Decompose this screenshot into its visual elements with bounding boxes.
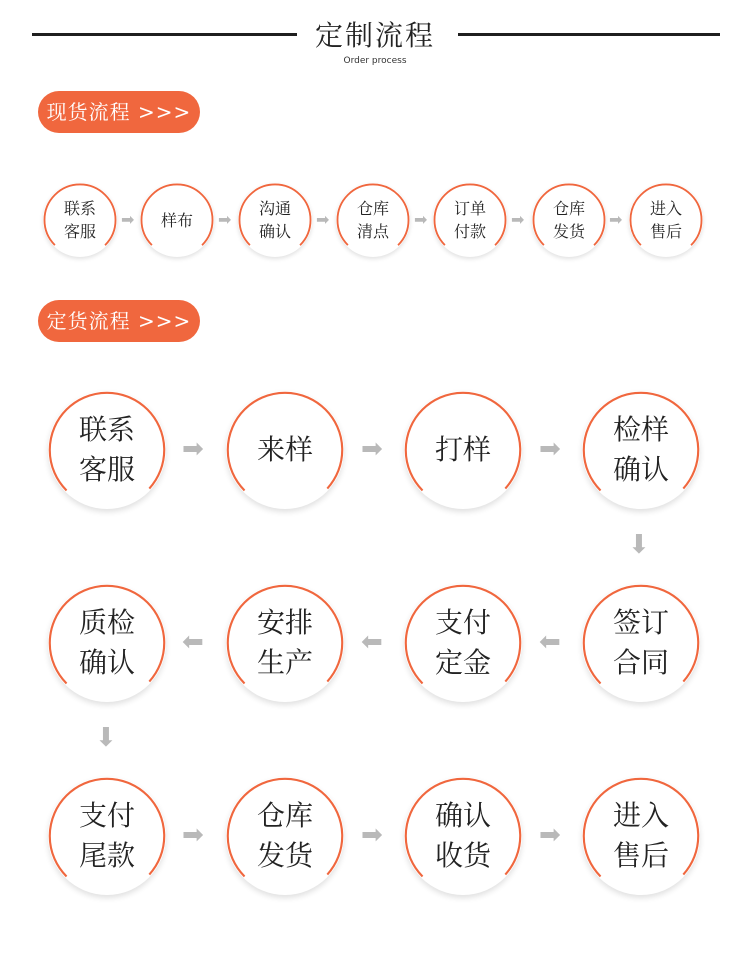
page-subtitle: Order process <box>343 56 407 66</box>
spot-step-label: 进入 售后 <box>649 199 682 241</box>
spot-step-label: 样布 <box>160 210 193 230</box>
spot-step-5 <box>433 183 507 257</box>
arrow-down-icon: ⬇ <box>95 723 117 753</box>
spot-step-label: 沟通 确认 <box>258 199 291 241</box>
order-step-label: 来样 <box>256 433 313 466</box>
order-flow-badge: 定货流程 >>> <box>38 300 200 342</box>
spot-step-label: 仓库 发货 <box>552 199 585 241</box>
order-step-contract <box>582 584 700 702</box>
order-step-qc <box>48 584 166 702</box>
arrow-left-icon: ⬅ <box>182 627 204 657</box>
spot-step-6 <box>532 183 606 257</box>
page-title: 定制流程 <box>314 19 435 52</box>
arrow-right-icon: ➡ <box>182 434 204 464</box>
order-step-sample-in <box>226 391 344 509</box>
arrow-right-icon: ➡ <box>361 434 383 464</box>
spot-step-4 <box>336 183 410 257</box>
order-step-after-sales <box>582 777 700 895</box>
order-step-proofing <box>404 391 522 509</box>
spot-step-label: 订单 付款 <box>453 199 486 241</box>
arrow-right-icon: ➡ <box>511 210 525 229</box>
order-step-label: 联系 客服 <box>78 413 135 486</box>
order-step-label: 签订 合同 <box>612 606 669 679</box>
arrow-left-icon: ⬅ <box>539 627 561 657</box>
arrow-right-icon: ➡ <box>121 210 135 229</box>
order-step-label: 打样 <box>434 433 491 466</box>
order-step-label: 确认 收货 <box>434 799 491 872</box>
arrow-right-icon: ➡ <box>539 820 561 850</box>
spot-step-label: 仓库 清点 <box>356 199 389 241</box>
order-step-label: 检样 确认 <box>612 413 669 486</box>
order-step-label: 支付 定金 <box>434 606 491 679</box>
order-step-label: 安排 生产 <box>256 606 313 679</box>
order-step-sample-check <box>582 391 700 509</box>
spot-step-label: 联系 客服 <box>63 199 96 241</box>
arrow-right-icon: ➡ <box>609 210 623 229</box>
arrow-right-icon: ➡ <box>414 210 428 229</box>
order-step-label: 质检 确认 <box>78 606 135 679</box>
order-step-production <box>226 584 344 702</box>
spot-step-1 <box>43 183 117 257</box>
arrow-down-icon: ⬇ <box>628 530 650 560</box>
order-step-contact <box>48 391 166 509</box>
order-step-label: 进入 售后 <box>612 799 669 872</box>
arrow-right-icon: ➡ <box>316 210 330 229</box>
arrow-left-icon: ⬅ <box>361 627 383 657</box>
spot-step-2 <box>140 183 214 257</box>
order-step-label: 仓库 发货 <box>256 799 313 872</box>
spot-step-7 <box>629 183 703 257</box>
spot-flow-badge: 现货流程 >>> <box>38 91 200 133</box>
order-step-shipping <box>226 777 344 895</box>
spot-step-3 <box>238 183 312 257</box>
arrow-right-icon: ➡ <box>361 820 383 850</box>
order-step-final-payment <box>48 777 166 895</box>
arrow-right-icon: ➡ <box>539 434 561 464</box>
order-step-deposit <box>404 584 522 702</box>
order-step-label: 支付 尾款 <box>78 799 135 872</box>
order-step-receipt <box>404 777 522 895</box>
arrow-right-icon: ➡ <box>218 210 232 229</box>
arrow-right-icon: ➡ <box>182 820 204 850</box>
